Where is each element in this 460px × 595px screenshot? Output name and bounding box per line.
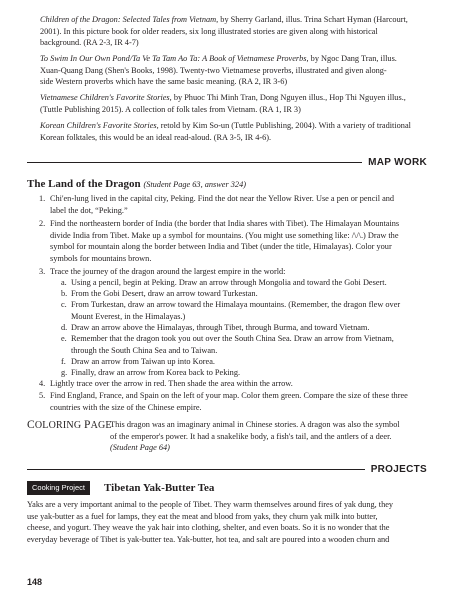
item-number: 3. xyxy=(39,267,46,276)
section-heading: MAP WORK xyxy=(368,156,427,168)
item-text: Using a pencil, begin at Peking. Draw an arrow through Mongolia and toward the Gobi Desert. xyxy=(71,278,387,287)
reference-title: Korean Children's Favorite Stories xyxy=(40,121,157,130)
item-letter: f. xyxy=(61,357,66,366)
reference-title: Children of the Dragon: Selected Tales from Vietnam xyxy=(40,15,217,24)
reference-title: To Swim In Our Own Pond/Ta Ve Ta Tam Ao Ta: A Book of Vietnamese Proverbs xyxy=(40,54,307,63)
project-text-line: Yaks are a very important animal to the people of Tibet. They warm themselves around fires of yak dung, they xyxy=(27,500,394,509)
item-text: Draw an arrow above the Himalayas, through Tibet, through Burma, and toward Vietnam. xyxy=(71,323,370,332)
section-title-text: The Land of the Dragon xyxy=(27,178,141,190)
reference-text: , by Ngoc Dang Tran, illus. xyxy=(306,54,397,63)
cooking-project-badge: Cooking Project xyxy=(27,481,90,495)
reference-text: side Western proverbs which have the same basic meaning. (RA 2, IR 3-6) xyxy=(40,77,288,86)
item-text: Draw an arrow from Taiwan up into Korea. xyxy=(71,357,215,366)
section-subtitle: (Student Page 63, answer 324) xyxy=(143,180,246,189)
divider xyxy=(27,469,365,470)
item-text: divide India from Tibet. Make up a symbol for mountains. (You might use something like: /\/\.) Draw the xyxy=(50,230,399,240)
section-title xyxy=(27,178,246,190)
reference-text: (Tuttle Publishing 2015). A collection of folk tales from Vietnam. (RA 1, IR 3) xyxy=(40,104,301,114)
item-text: symbol for mountain along the border between India and Tibet (under the title, Himalayas). Color your xyxy=(50,242,392,251)
reference-text: Xuan-Quang Dang (Shen's Books, 1998). Twenty-two Vietnamese proverbs, illustrated and given along- xyxy=(40,65,387,75)
item-letter: c. xyxy=(61,300,67,309)
reference-text: , by Phuoc Thi Minh Tran, Dong Nguyen illus., Hop Thi Nguyen illus., xyxy=(169,93,406,102)
reference-title: Vietnamese Children's Favorite Stories xyxy=(40,93,170,102)
item-text: symbols for mountains brown. xyxy=(50,253,152,263)
item-text: Finally, draw an arrow from Korea back to Peking. xyxy=(71,368,241,377)
project-title: Tibetan Yak-Butter Tea xyxy=(104,482,215,494)
page-number: 148 xyxy=(27,577,43,587)
reference-entry xyxy=(40,14,432,49)
item-letter: d. xyxy=(61,323,68,332)
coloring-page-text xyxy=(110,419,433,454)
reference-entry xyxy=(40,120,432,143)
item-letter: g. xyxy=(61,368,68,377)
coloring-text-line: This dragon was an imaginary animal in Chinese stories. A dragon was also the symbol xyxy=(110,420,400,429)
item-text: label the dot, “Peking.” xyxy=(50,205,128,215)
item-text: Trace the journey of the dragon around the largest empire in the world: xyxy=(50,267,286,276)
label-initial: P xyxy=(83,419,91,431)
item-text: Remember that the dragon took you out over the South China Sea. Draw an arrow from Vietnam, xyxy=(71,334,394,343)
map-work-heading xyxy=(27,155,433,169)
divider xyxy=(27,162,362,163)
reference-text: 2001). In this picture book for older readers, six long illustrated stories are given along with historical xyxy=(40,26,378,36)
project-text xyxy=(27,499,433,545)
item-number: 5. xyxy=(39,391,46,400)
item-number: 4. xyxy=(39,379,46,388)
item-text: through the South China Sea and to Taiwan. xyxy=(71,345,218,355)
item-text: Lightly trace over the arrow in red. Then shade the area within the arrow. xyxy=(50,379,293,388)
project-text-line: use yak-butter as a fuel for lamps, they eat the meat and blood from yaks, they churn yak milk into butter, xyxy=(27,511,378,521)
label-initial: C xyxy=(27,419,35,431)
item-letter: a. xyxy=(61,278,67,287)
coloring-text-line: (Student Page 64) xyxy=(110,443,170,452)
item-text: From Turkestan, draw an arrow toward the Himalaya mountains. (Remember, the dragon flew over xyxy=(71,300,401,309)
coloring-page-label xyxy=(27,419,112,431)
instruction-list xyxy=(27,193,433,393)
project-text-line: cheese, and yogurt. They weave the yak hair into clothing, shelter, and even boats. So it is no wonder that the xyxy=(27,523,390,532)
projects-heading xyxy=(27,462,433,476)
item-text: Find the northeastern border of India (the border that India shares with Tibet). The Himalayan Mountains xyxy=(50,219,400,228)
project-text-line: everyday beverage of Tibet is yak-butter tea. Yak-butter, hot tea, and salt are poured into a wooden churn and xyxy=(27,534,390,544)
item-text: countries with the size of the Chinese empire. xyxy=(50,402,202,412)
reference-entry xyxy=(40,53,432,88)
reference-text: Korean folktales, this would be an ideal read-aloud. (RA 3-5, IR 4-6). xyxy=(40,132,272,142)
label-text: AGE xyxy=(90,420,112,431)
label-text: OLORING xyxy=(34,420,84,431)
item-text: Mount Everest, in the Himalayas.) xyxy=(71,311,186,321)
item-letter: e. xyxy=(61,334,67,343)
reference-text: , by Sherry Garland, illus. Trina Schart Hyman (Harcourt, xyxy=(216,15,408,24)
item-number: 1. xyxy=(39,194,46,203)
item-number: 2. xyxy=(39,219,46,228)
item-letter: b. xyxy=(61,289,68,298)
item-text: Find England, France, and Spain on the left of your map. Color them green. Compare the size of these three xyxy=(50,391,408,400)
reference-entry xyxy=(40,92,432,115)
reference-text: , retold by Kim So-un (Tuttle Publishing, 2004). With a variety of traditional xyxy=(156,121,411,130)
item-text: From the Gobi Desert, draw an arrow toward Turkestan. xyxy=(71,289,258,298)
section-heading: PROJECTS xyxy=(370,463,427,475)
item-text: Chi'en-lung lived in the capital city, Peking. Find the dot near the Yellow River. Use a pen or pencil and xyxy=(50,194,395,203)
reference-text: background. (RA 2-3, IR 4-7) xyxy=(40,38,139,47)
coloring-text-line: of the emperor's power. It had a snakelike body, a fish's tail, and the antlers of a deer. xyxy=(110,431,392,441)
